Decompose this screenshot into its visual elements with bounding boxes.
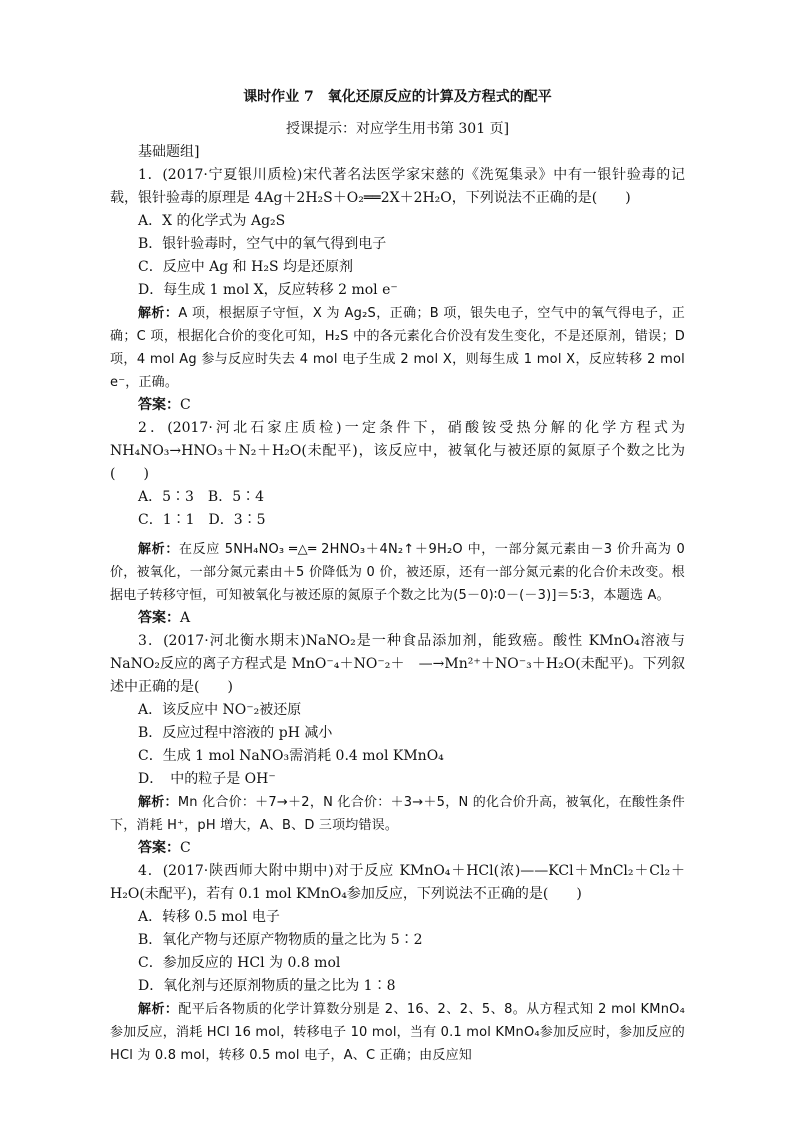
question-3-option-a: A．该反应中 NO⁻₂被还原	[138, 702, 302, 718]
question-2-stem: 2．(2017·河北石家庄质检)一定条件下，硝酸铵受热分解的化学方程式为 NH₄NO₃→HNO₃＋N₂＋H₂O(未配平)，该反应中，被氧化与被还原的氮原子个数之比为( )	[110, 420, 685, 482]
question-1-option-a: A．X 的化学式为 Ag₂S	[138, 213, 286, 229]
question-3-analysis	[110, 791, 685, 837]
question-2-analysis	[110, 538, 685, 607]
question-3-option-b: B．反应过程中溶液的 pH 减小	[138, 725, 333, 741]
analysis-label: 解析：	[138, 1002, 179, 1017]
document-content	[110, 86, 685, 1067]
answer-label: 答案：	[138, 610, 180, 626]
answer-label: 答案：	[138, 397, 180, 413]
question-4-analysis	[110, 998, 685, 1067]
question-1-stem: 1．(2017·宁夏银川质检)宋代著名法医学家宋慈的《洗冤集录》中有一银针验毒的记载，银针验毒的原理是 4Ag＋2H₂S＋O₂══2X＋2H₂O，下列说法不正确的是( )	[110, 167, 685, 206]
analysis-text: A 项，根据原子守恒，X 为 Ag₂S，正确；B 项，银失电子，空气中的氧气得电子，正确；C 项，根据化合价的变化可知，H₂S 中的各元素化合价没有发生变化，不是还原剂，错误；D 项，4 mol Ag 参与反应时失去 4 mol 电子生成 2 mol X，则每生成 1 mol X，反应转移 2 mol e⁻，正确。	[110, 306, 685, 390]
group-heading: 基础题组]	[138, 144, 200, 160]
answer-label: 答案：	[138, 840, 180, 856]
analysis-label: 解析：	[138, 306, 179, 321]
page-title: 课时作业 7 氧化还原反应的计算及方程式的配平	[243, 89, 552, 105]
analysis-label: 解析：	[138, 542, 179, 557]
analysis-label: 解析：	[138, 795, 178, 810]
question-4-option-a: A．转移 0.5 mol 电子	[138, 909, 280, 925]
analysis-text: 在反应 5NH₄NO₃ ═△═ 2HNO₃＋4N₂↑＋9H₂O 中，一部分氮元素由－3 价升高为 0 价，被氧化，一部分氮元素由＋5 价降低为 0 价，被还原，还有一部分氮元素的化合价未改变。根据电子转移守恒，可知被氧化与被还原的氮原子个数之比为(5－0)∶0－(－3)]＝5∶3，本题选 A。	[110, 542, 685, 603]
answer-value: C	[180, 840, 191, 856]
question-1-option-c: C．反应中 Ag 和 H₂S 均是还原剂	[138, 259, 353, 275]
question-4-option-d: D．氧化剂与还原剂物质的量之比为 1∶8	[138, 978, 396, 994]
question-1-analysis	[110, 302, 685, 394]
question-3-stem: 3．(2017·河北衡水期末)NaNO₂是一种食品添加剂，能致癌。酸性 KMnO₄溶液与 NaNO₂反应的离子方程式是 MnO⁻₄＋NO⁻₂＋ —→Mn²⁺＋NO⁻₃＋H₂O(未配平)。下列叙述中正确的是( )	[110, 633, 685, 695]
question-2-options-ab: A．5∶3 B．5∶4	[138, 489, 265, 505]
question-3-answer	[110, 837, 685, 860]
analysis-text: 配平后各物质的化学计算数分别是 2、16、2、2、5、8。从方程式知 2 mol KMnO₄参加反应，消耗 HCl 16 mol，转移电子 10 mol，当有 0.1 mol KMnO₄参加反应时，参加反应的 HCl 为 0.8 mol，转移 0.5 mol 电子，A、C 正确；由反应知	[110, 1002, 685, 1063]
question-2-answer	[110, 607, 685, 630]
analysis-text: Mn 化合价：＋7→＋2，N 化合价：＋3→＋5，N 的化合价升高，被氧化，在酸性条件下，消耗 H⁺，pH 增大，A、B、D 三项均错误。	[110, 795, 685, 833]
question-3-option-c: C．生成 1 mol NaNO₃需消耗 0.4 mol KMnO₄	[138, 748, 444, 764]
question-1-option-d: D．每生成 1 mol X，反应转移 2 mol e⁻	[138, 282, 398, 298]
question-2-options-cd: C．1∶1 D．3∶5	[138, 512, 266, 528]
answer-value: C	[180, 397, 191, 413]
teaching-hint: 授课提示：对应学生用书第 301 页]	[285, 121, 510, 137]
question-4-option-b: B．氧化产物与还原产物物质的量之比为 5∶2	[138, 932, 423, 948]
question-3-option-d: D． 中的粒子是 OH⁻	[138, 771, 276, 787]
question-1-option-b: B．银针验毒时，空气中的氧气得到电子	[138, 236, 387, 252]
question-4-stem: 4．(2017·陕西师大附中期中)对于反应 KMnO₄＋HCl(浓)——KCl＋MnCl₂＋Cl₂＋H₂O(未配平)，若有 0.1 mol KMnO₄参加反应，下列说法不正确的是( )	[110, 863, 685, 902]
answer-value: A	[180, 610, 191, 626]
question-4-option-c: C．参加反应的 HCl 为 0.8 mol	[138, 955, 341, 971]
question-1-answer	[110, 394, 685, 417]
